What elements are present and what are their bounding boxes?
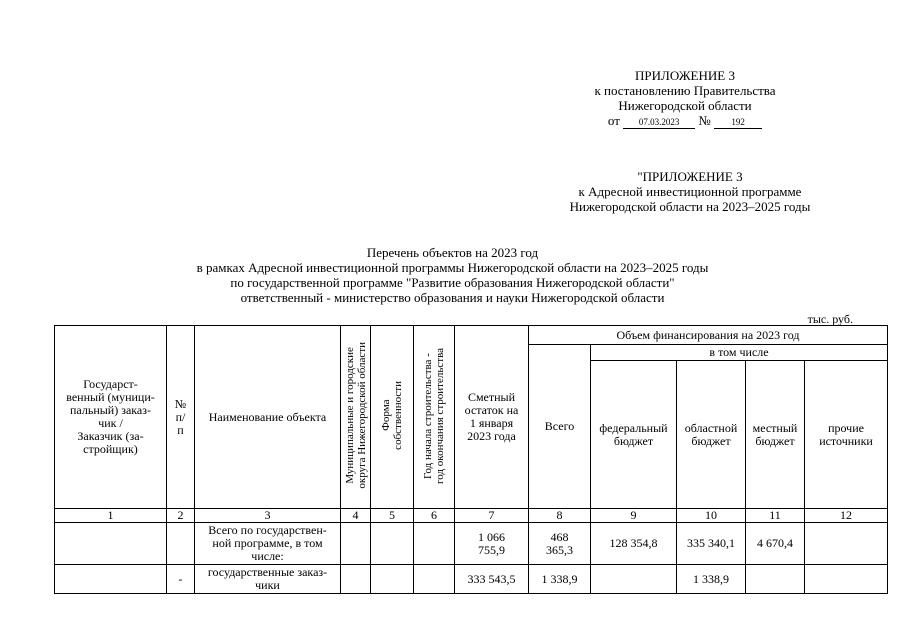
header-years-cell [414,326,455,509]
row-object-name: Всего по государствен- ной программе, в том числе: [195,523,341,565]
table-row [55,565,888,594]
objects-table [54,325,888,594]
column-numbers-row [55,509,888,523]
header-regional: областной бюджет [677,361,746,509]
header-row-1 [55,326,888,345]
appendix-3-resolution-block [560,68,810,129]
row-municipal [341,565,371,594]
program-appendix-title: "ПРИЛОЖЕНИЕ 3 [637,169,743,184]
appendix-line-2: Нижегородской области [618,98,752,113]
header-ownership-cell [371,326,414,509]
row-federal [591,565,677,594]
row-other [805,523,888,565]
header-other: прочие источники [805,361,888,509]
appendix-title: ПРИЛОЖЕНИЕ 3 [635,68,735,83]
row-object-name: государственные заказ- чики [195,565,341,594]
row-municipal [341,523,371,565]
row-local: 4 670,4 [746,523,805,565]
header-ownership: Форма собственности [380,381,404,450]
heading-line-1: Перечень объектов на 2023 год [366,245,539,260]
heading-line-2: в рамках Адресной инвестиционной программы Нижегородской области на 2023–2025 годы [196,260,709,275]
row-other [805,565,888,594]
col-num: 12 [805,509,888,523]
header-including: в том числе [591,345,888,361]
row-customer [55,565,167,594]
appendix-line-1: к постановлению Правительства [594,83,776,98]
header-remainder: Сметный остаток на 1 января 2023 года [455,326,529,509]
header-object-name: Наименование объекта [195,326,341,509]
row-years [414,523,455,565]
row-local [746,565,805,594]
header-funding: Объем финансирования на 2023 год [529,326,888,345]
row-regional: 1 338,9 [677,565,746,594]
program-appendix-line-2: Нижегородской области на 2023–2025 годы [569,199,811,214]
header-municipal-cell [341,326,371,509]
header-years: Год начала строительства - год окончания строительства [422,347,446,484]
heading-line-3: по государственной программе "Развитие образования Нижегородской области" [230,275,675,290]
row-regional: 335 340,1 [677,523,746,565]
resolution-number: 192 [714,117,762,129]
col-num: 10 [677,509,746,523]
header-total: Всего [529,345,591,509]
row-years [414,565,455,594]
from-label: от [607,113,620,128]
col-num: 8 [529,509,591,523]
row-num [167,523,195,565]
row-total: 1 338,9 [529,565,591,594]
row-remainder: 1 066 755,9 [455,523,529,565]
resolution-date: 07.03.2023 [623,117,695,129]
col-num: 6 [414,509,455,523]
row-federal: 128 354,8 [591,523,677,565]
number-label: № [698,113,711,128]
header-num: № п/ п [167,326,195,509]
header-local: местный бюджет [746,361,805,509]
units-label: тыс. руб. [807,312,853,326]
col-num: 5 [371,509,414,523]
col-num: 11 [746,509,805,523]
row-ownership [371,565,414,594]
col-num: 2 [167,509,195,523]
program-appendix-line-1: к Адресной инвестиционной программе [578,184,802,199]
resolution-date-number [560,113,810,129]
appendix-3-program-block [530,169,850,214]
row-remainder: 333 543,5 [455,565,529,594]
header-customer: Государст- венный (муници- пальный) заказ- чик / Заказчик (за- стройщик) [55,326,167,509]
col-num: 7 [455,509,529,523]
col-num: 9 [591,509,677,523]
col-num: 1 [55,509,167,523]
row-num: - [167,565,195,594]
header-municipal: Муниципальные и городские округа Нижегородской области [343,342,368,489]
heading-line-4: ответственный - министерство образования и науки Нижегородской области [240,290,665,305]
col-num: 3 [195,509,341,523]
table-row [55,523,888,565]
col-num: 4 [341,509,371,523]
row-total: 468 365,3 [529,523,591,565]
row-customer [55,523,167,565]
document-heading [120,245,785,305]
header-federal: федеральный бюджет [591,361,677,509]
row-ownership [371,523,414,565]
